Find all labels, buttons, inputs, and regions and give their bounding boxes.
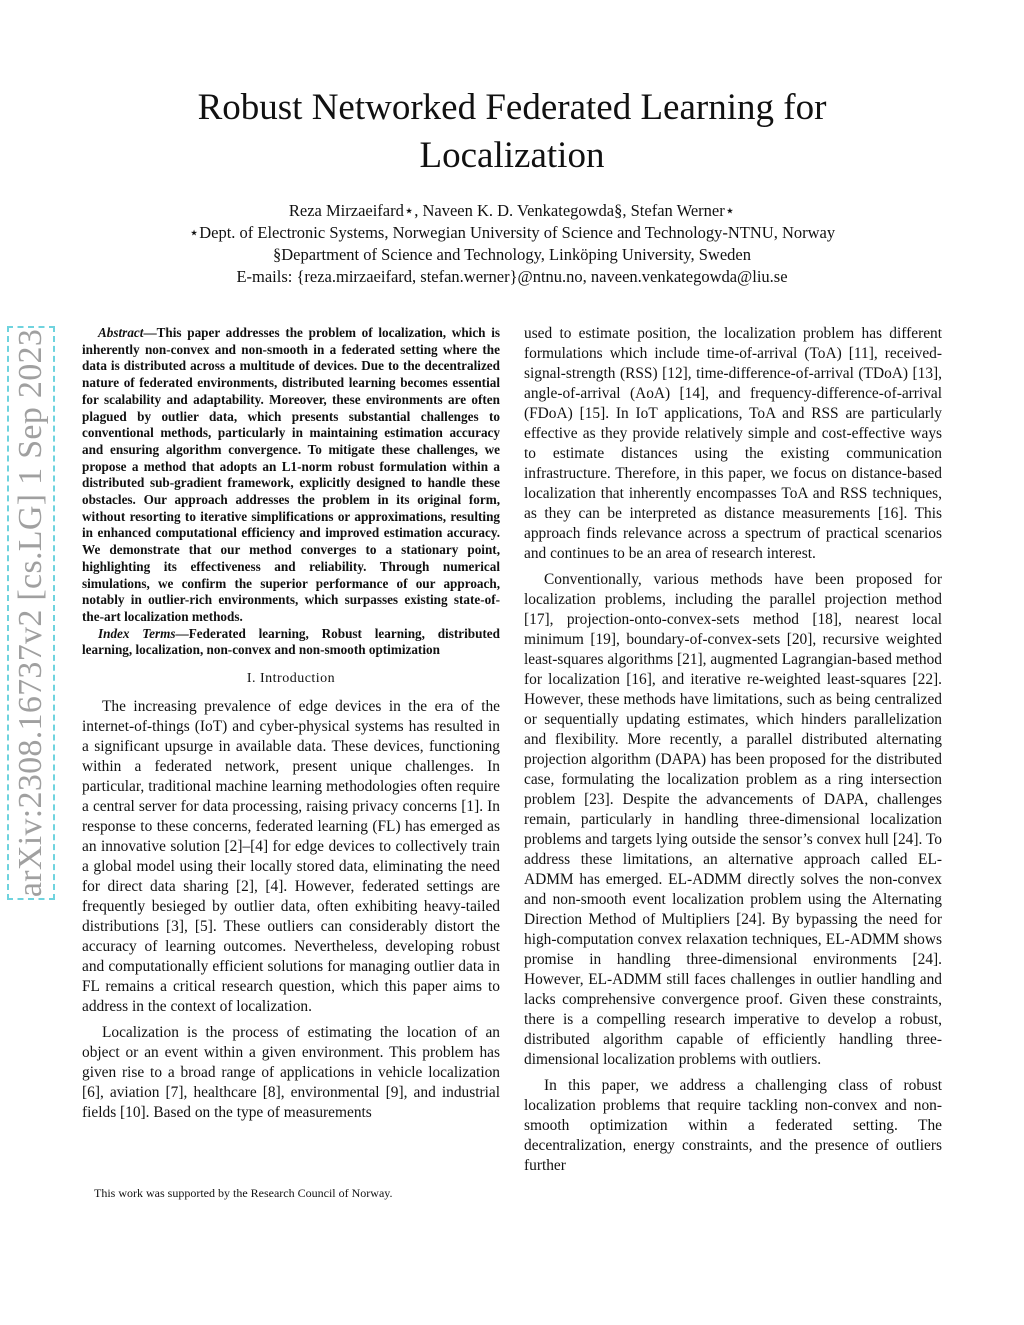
abstract-label: Abstract bbox=[98, 325, 144, 340]
paper-title bbox=[0, 84, 1024, 180]
left-column bbox=[82, 325, 500, 1123]
right-paragraph-1: used to estimate position, the localization problem has different formulations which include time-of-arrival (ToA) [11], received-signal-strength (RSS) [12], time-difference-of-arrival (TDoA) [13], angle-of-arrival (AoA) [14], and frequency-difference-of-arrival (FDoA) [15]. In IoT applications, ToA and RSS are particularly effective as they provide relatively simple and cost-effective ways to estimate distances using the existing communication infrastructure. Therefore, in this paper, we focus on distance-based localization that inherently encompasses ToA and RSS techniques, as they can be interpreted as distance measurements [16]. This approach finds relevance across a spectrum of practical scenarios and continues to be an area of research interest. bbox=[524, 325, 942, 562]
right-paragraph-3: In this paper, we address a challenging class of robust localization problems that require tackling non-convex and non-smooth optimization within a federated setting. The decentralization, energy constraints, and the presence of outliers further bbox=[524, 1077, 942, 1174]
footnote: This work was supported by the Research Council of Norway. bbox=[94, 1186, 393, 1200]
intro-paragraph-2: Localization is the process of estimating the location of an object or an event within a given environment. This problem has given rise to a broad range of applications in vehicle localization [6], aviation [7], healthcare [8], environmental [9], and industrial fields [10]. Based on the type of measurements bbox=[82, 1024, 500, 1122]
index-terms-text: —Federated learning, Robust learning, distributed learning, localization, non-convex and non-smooth optimization bbox=[82, 625, 500, 658]
authors: Reza Mirzaeifard⋆, Naveen K. D. Venkategowda§, Stefan Werner⋆ bbox=[288, 201, 736, 220]
arxiv-id: arXiv:2308.16737v2 [cs.LG] 1 Sep 2023 bbox=[12, 328, 49, 898]
section-heading: I. Introduction bbox=[246, 671, 336, 687]
affiliation-1: ⋆Dept. of Electronic Systems, Norwegian University of Science and Technology-NTNU, Norway bbox=[188, 223, 836, 242]
index-terms-label: Index Terms bbox=[98, 625, 176, 641]
right-column bbox=[524, 324, 942, 1176]
title-line-2: Localization bbox=[419, 135, 605, 176]
index-terms bbox=[82, 626, 500, 659]
affiliation-2: §Department of Science and Technology, Linköping University, Sweden bbox=[273, 245, 751, 264]
abstract bbox=[82, 325, 500, 626]
intro-paragraph-1: The increasing prevalence of edge devices in the era of the internet-of-things (IoT) and cyber-physical systems has resulted in a significant upsurge in available data. These devices, functioning within a federated network, present unique challenges. In particular, traditional machine learning methodologies often require a central server for data processing, raising privacy concerns [1]. In response to these concerns, federated learning (FL) has emerged as an innovative solution [2]–[4] for edge devices to collectively train a global model using their locally stored data, eliminating the need for direct data sharing [2], [4]. However, federated settings are frequently besieged by outlier data, often exhibiting heavy-tailed distributions [3], [5]. These outliers can considerably distort the accuracy of learning outcomes. Nevertheless, developing robust and computationally efficient solutions for managing outlier data in FL remains a critical research question, which this paper aims to address in the context of localization. bbox=[82, 698, 500, 1016]
right-paragraph-2: Conventionally, various methods have been proposed for localization problems, including the parallel projection method [17], projection-onto-convex-sets method [18], nearest local minimum [19], boundary-of-convex-sets [20], recursive weighted least-squares algorithms [21], augmented Lagrangian-based method for localization [16], and iterative re-weighted least-squares [22]. However, these methods have limitations, such as being centralized or sequentially updating estimates, which hinders parallelization and flexibility. More recently, a parallel distributed alternating projection algorithm (DAPA) has been proposed for the distributed case, formulating the localization problem as a ring intersection problem [23]. Despite the advancements of DAPA, challenges remain, particularly in handling three-dimensional localization problems and targets lying outside the sensor’s convex hull [24]. To address these limitations, an alternative approach called EL-ADMM has emerged. EL-ADMM directly solves the non-convex and non-smooth event localization problem using the Alternating Direction Method of Multipliers [24]. By bypassing the need for high-computation convex relaxation techniques, EL-ADMM shows promise in handling three-dimensional environments [24]. However, EL-ADMM still faces challenges in outlier handling and lacks comprehensive convergence proof. Given these constraints, there is a compelling research imperative to develop a robust, distributed algorithm capable of efficiently handling three-dimensional localization problems with outliers. bbox=[524, 571, 942, 1068]
author-block bbox=[0, 200, 1024, 288]
title-line-1: Robust Networked Federated Learning for bbox=[197, 87, 827, 128]
emails: E-mails: {reza.mirzaeifard, stefan.werner}@ntnu.no, naveen.venkategowda@liu.se bbox=[236, 267, 788, 286]
arxiv-stamp[interactable] bbox=[7, 326, 55, 900]
abstract-text: —This paper addresses the problem of localization, which is inherently non-convex and non-smooth in a federated setting where the data is distributed across a multitude of devices. Due to the decentralized nature of federated environments, distributed learning becomes essential for scalability and adaptability. Moreover, these environments are often plagued by outlier data, which presents substantial challenges to conventional methods, particularly in maintaining estimation accuracy and ensuring algorithm convergence. To mitigate these challenges, we propose a method that adopts an L1-norm robust formulation within a distributed sub-gradient framework, explicitly designed to handle these obstacles. Our approach addresses the problem in its original form, without resorting to iterative simplifications or approximations, resulting in enhanced computational efficiency and improved estimation accuracy. We demonstrate that our method converges to a stationary point, highlighting its effectiveness and reliability. Through numerical simulations, we confirm the superior performance of our approach, notably in outlier-rich environments, which surpasses existing state-of-the-art localization methods. bbox=[82, 325, 500, 624]
